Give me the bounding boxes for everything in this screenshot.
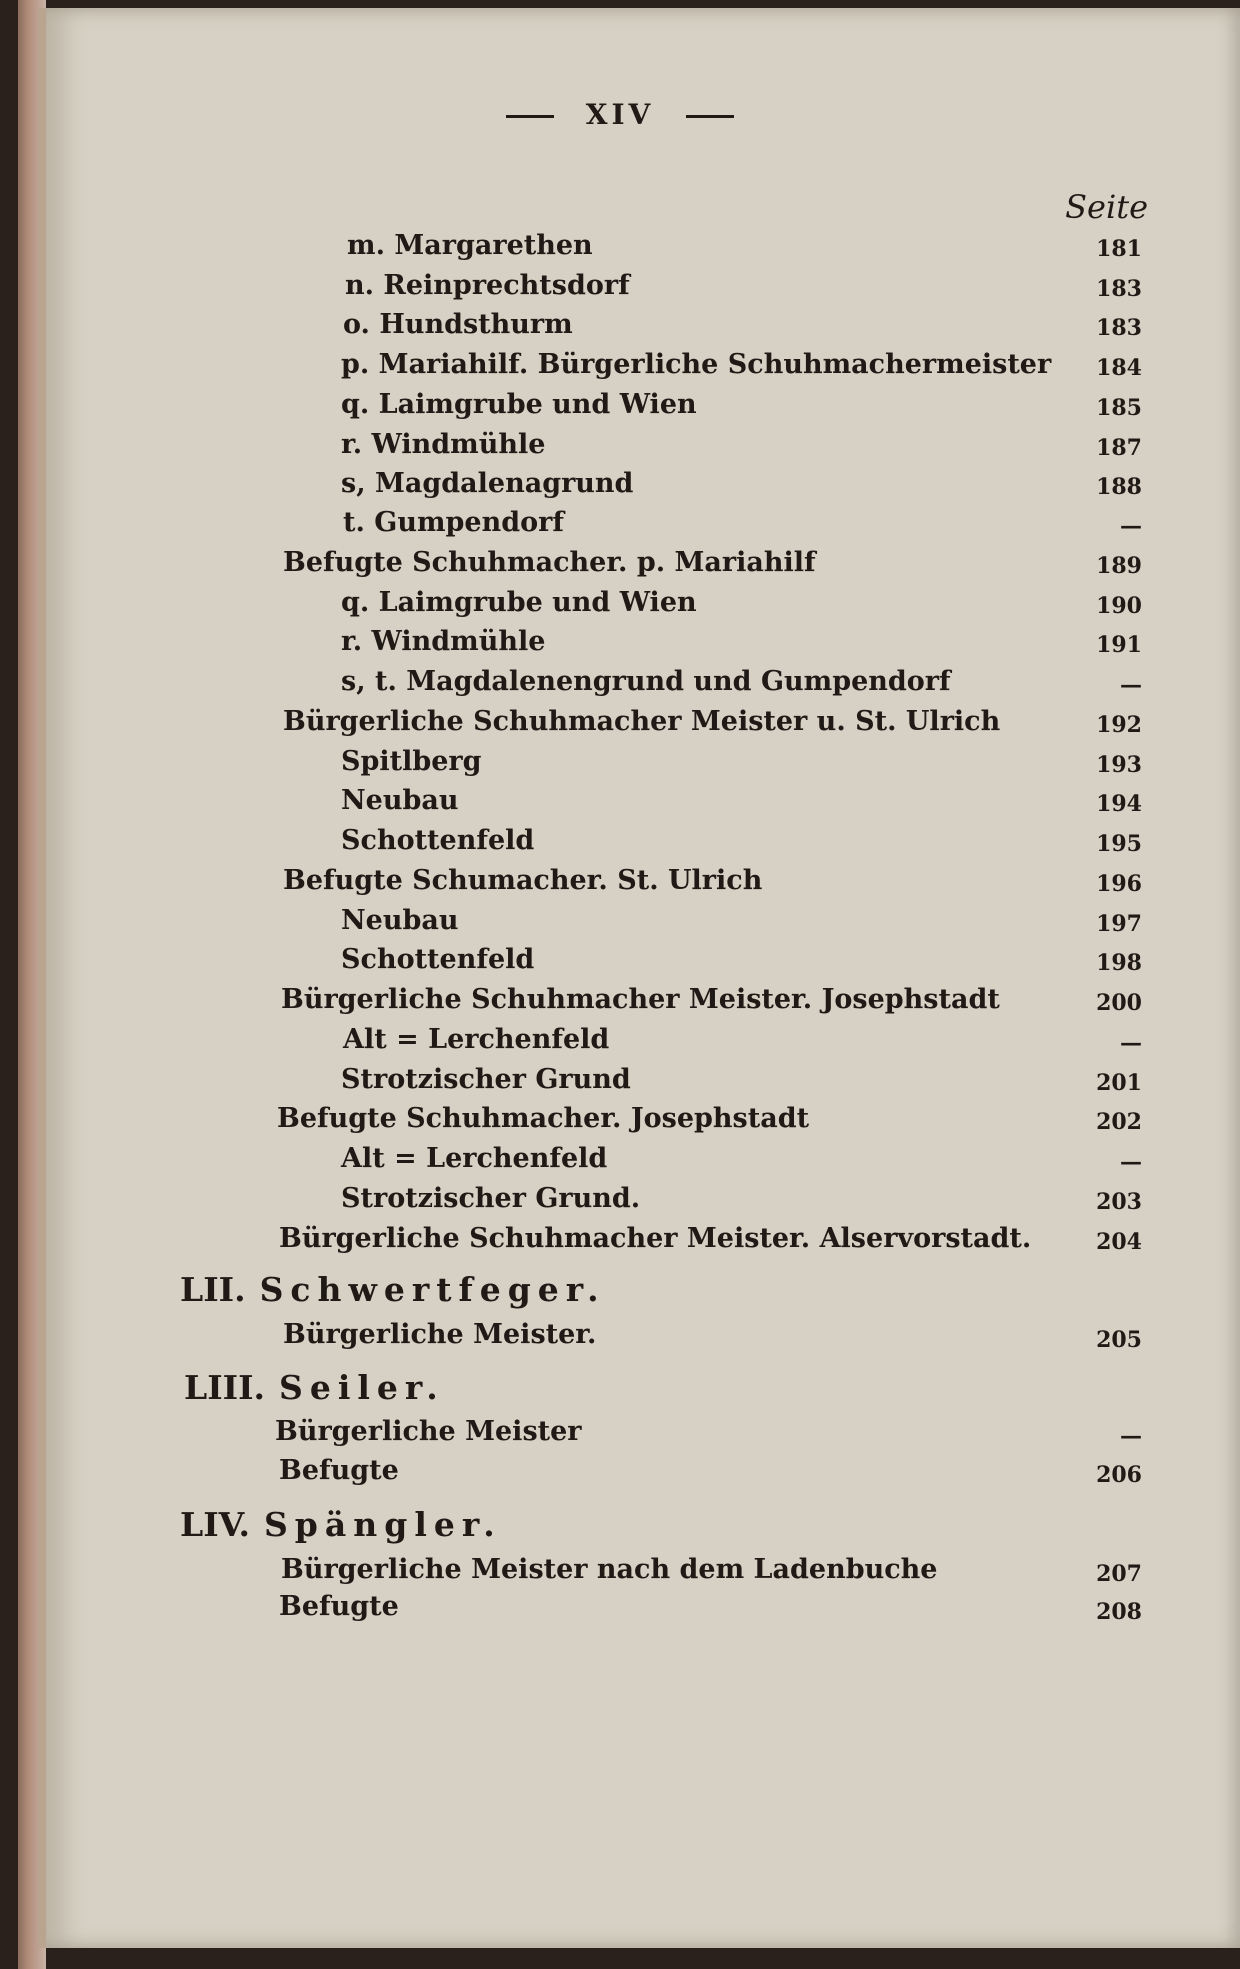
toc-entry: Schottenfeld xyxy=(341,825,535,856)
toc-entry: o. Hundsthurm xyxy=(343,309,573,340)
section-heading xyxy=(180,1268,606,1312)
toc-page-number: 197 xyxy=(1096,911,1142,937)
toc-page-number: 183 xyxy=(1096,315,1142,341)
header-dash-right xyxy=(686,115,734,118)
toc-page-number: 187 xyxy=(1096,435,1142,461)
toc-entry: Strotzischer Grund xyxy=(341,1064,631,1095)
toc-page-number: 189 xyxy=(1096,553,1142,579)
toc-page-number: 206 xyxy=(1096,1462,1142,1488)
toc-entry: q. Laimgrube und Wien xyxy=(341,587,697,618)
section-heading xyxy=(184,1366,445,1410)
toc-page-number: 200 xyxy=(1096,990,1142,1016)
toc-entry: s, Magdalenagrund xyxy=(341,468,634,499)
toc-page-number: — xyxy=(1120,1030,1142,1056)
toc-entry: Bürgerliche Meister xyxy=(275,1416,582,1447)
toc-entry: Neubau xyxy=(341,785,459,816)
toc-page-number: 183 xyxy=(1096,276,1142,302)
toc-page-number: 201 xyxy=(1096,1070,1142,1096)
toc-entry: m. Margarethen xyxy=(347,230,593,261)
toc-page-number: 193 xyxy=(1096,752,1142,778)
toc-entry: q. Laimgrube und Wien xyxy=(341,389,697,420)
toc-entry: Befugte xyxy=(279,1455,399,1486)
toc-entry: Neubau xyxy=(341,905,459,936)
section-roman-numeral: LII. xyxy=(180,1270,246,1309)
page-header xyxy=(0,98,1240,131)
section-roman-numeral: LIV. xyxy=(180,1505,250,1544)
toc-entry: Bürgerliche Meister. xyxy=(283,1319,597,1350)
toc-page-number: 185 xyxy=(1096,395,1142,421)
toc-page-number: 205 xyxy=(1096,1327,1142,1353)
toc-page-number: 192 xyxy=(1096,712,1142,738)
toc-entry: r. Windmühle xyxy=(341,429,546,460)
toc-page-number: 203 xyxy=(1096,1189,1142,1215)
toc-page-number: 191 xyxy=(1096,632,1142,658)
header-dash-left xyxy=(506,115,554,118)
section-title: Schwertfeger. xyxy=(259,1270,606,1309)
toc-page-number: 190 xyxy=(1096,593,1142,619)
toc-entry: Bürgerliche Meister nach dem Ladenbuche xyxy=(281,1554,938,1585)
section-roman-numeral: LIII. xyxy=(184,1368,266,1407)
toc-page-number: 194 xyxy=(1096,791,1142,817)
toc-entry: Alt = Lerchenfeld xyxy=(341,1143,608,1174)
toc-entry: Befugte Schuhmacher. Josephstadt xyxy=(277,1103,810,1134)
section-title: Spängler. xyxy=(263,1505,502,1544)
toc-entry: Befugte Schuhmacher. p. Mariahilf xyxy=(283,547,816,578)
toc-entry: Spitlberg xyxy=(341,746,482,777)
page-number: XIV xyxy=(585,98,655,131)
section-heading xyxy=(180,1503,502,1547)
toc-page-number: — xyxy=(1120,1423,1142,1449)
toc-page-number: — xyxy=(1120,513,1142,539)
toc-page-number: 208 xyxy=(1096,1599,1142,1625)
toc-page-number: 198 xyxy=(1096,950,1142,976)
toc-entry: Bürgerliche Schuhmacher Meister u. St. Ulrich xyxy=(283,706,1001,737)
toc-entry: Bürgerliche Schuhmacher Meister. Josephstadt xyxy=(281,984,1000,1015)
toc-page-number: 196 xyxy=(1096,871,1142,897)
toc-page-number: — xyxy=(1120,672,1142,698)
toc-page-number: 181 xyxy=(1096,236,1142,262)
toc-entry: Schottenfeld xyxy=(341,944,535,975)
toc-entry: t. Gumpendorf xyxy=(343,507,564,538)
toc-entry: s, t. Magdalenengrund und Gumpendorf xyxy=(341,666,951,697)
toc-page-number: 188 xyxy=(1096,474,1142,500)
toc-entry: Strotzischer Grund. xyxy=(341,1183,641,1214)
toc-page-number: 184 xyxy=(1096,355,1142,381)
toc-entry: Befugte Schumacher. St. Ulrich xyxy=(283,865,763,896)
toc-entry: Alt = Lerchenfeld xyxy=(343,1024,610,1055)
toc-page-number: 204 xyxy=(1096,1229,1142,1255)
book-page xyxy=(38,8,1240,1948)
toc-entry: Bürgerliche Schuhmacher Meister. Alservorstadt. xyxy=(279,1223,1032,1254)
toc-page-number: — xyxy=(1120,1149,1142,1175)
toc-entry: p. Mariahilf. Bürgerliche Schuhmachermeister xyxy=(341,349,1052,380)
toc-entry: Befugte xyxy=(279,1591,399,1622)
toc-entry: n. Reinprechtsdorf xyxy=(345,270,630,301)
toc-page-number: 195 xyxy=(1096,831,1142,857)
toc-entry: r. Windmühle xyxy=(341,626,546,657)
column-label-seite: Seite xyxy=(1065,188,1148,226)
toc-page-number: 202 xyxy=(1096,1109,1142,1135)
section-title: Seiler. xyxy=(279,1368,445,1407)
toc-page-number: 207 xyxy=(1096,1561,1142,1587)
